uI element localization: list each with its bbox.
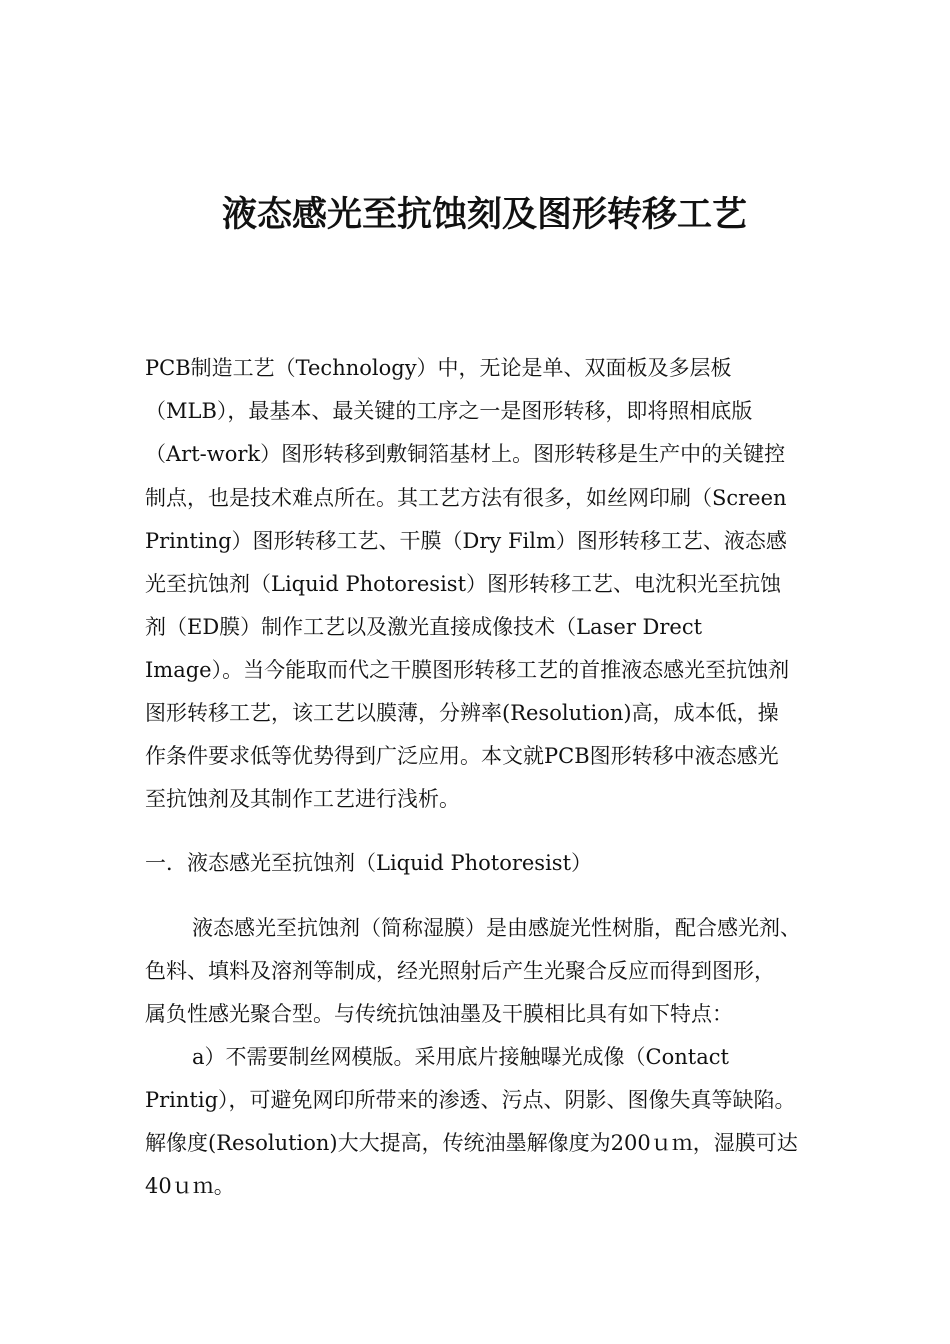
- intro-line: 图形转移工艺，该工艺以膜薄，分辨率(Resolution)高，成本低，操: [145, 701, 779, 725]
- intro-line: 光至抗蚀剂（Liquid Photoresist）图形转移工艺、电沈积光至抗蚀: [145, 572, 782, 596]
- intro-line: 制点，也是技术难点所在。其工艺方法有很多，如丝网印刷（Screen: [145, 486, 787, 510]
- document-title: 液态感光至抗蚀刻及图形转移工艺: [222, 195, 748, 235]
- section-line: a）不需要制丝网模版。采用底片接触曝光成像（Contact: [192, 1045, 729, 1069]
- section-line: 解像度(Resolution)大大提高，传统油墨解像度为200ｕｍ，湿膜可达: [145, 1131, 798, 1155]
- intro-line: 作条件要求低等优势得到广泛应用。本文就PCB图形转移中液态感光: [145, 744, 779, 768]
- section-line: Printig），可避免网印所带来的渗透、污点、阴影、图像失真等缺陷。: [145, 1088, 796, 1112]
- section-line: 40ｕｍ。: [145, 1174, 235, 1198]
- intro-line: 至抗蚀剂及其制作工艺进行浅析。: [145, 787, 460, 811]
- intro-line: Image）。当今能取而代之干膜图形转移工艺的首推液态感光至抗蚀剂: [145, 658, 790, 682]
- intro-line: 剂（ED膜）制作工艺以及激光直接成像技术（Laser Drect: [145, 615, 703, 639]
- intro-line: （MLB），最基本、最关键的工序之一是图形转移，即将照相底版: [145, 399, 753, 423]
- section-line: 属负性感光聚合型。与传统抗蚀油墨及干膜相比具有如下特点：: [145, 1002, 733, 1026]
- section-line: 液态感光至抗蚀剂（简称湿膜）是由感旋光性树脂，配合感光剂、: [192, 916, 801, 940]
- section-line: 色料、填料及溶剂等制成，经光照射后产生光聚合反应而得到图形，: [145, 959, 775, 983]
- intro-line: PCB制造工艺（Technology）中，无论是单、双面板及多层板: [145, 356, 732, 380]
- section-heading: 一．液态感光至抗蚀剂（Liquid Photoresist）: [145, 851, 593, 875]
- intro-line: Printing）图形转移工艺、干膜（Dry Film）图形转移工艺、液态感: [145, 529, 787, 553]
- intro-line: （Art-work）图形转移到敷铜箔基材上。图形转移是生产中的关键控: [145, 442, 786, 466]
